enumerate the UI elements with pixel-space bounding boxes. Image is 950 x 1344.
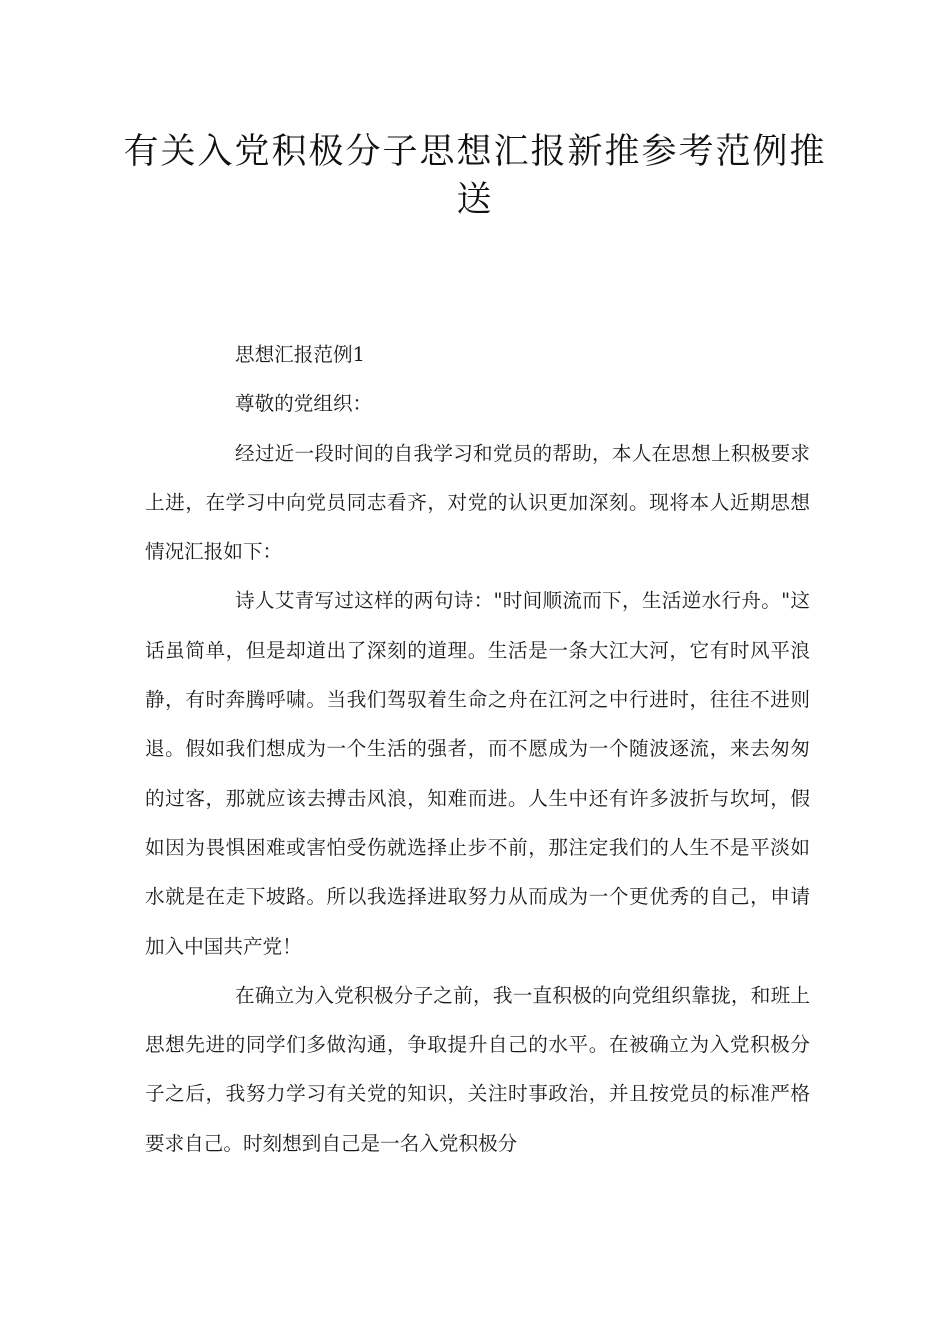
document-body <box>145 330 810 1168</box>
example-heading: 思想汇报范例1 <box>235 343 366 366</box>
salutation: 尊敬的党组织： <box>235 392 373 416</box>
body-paragraph: 在确立为入党积极分子之前，我一直积极的向党组织靠拢，和班上思想先进的同学们多做沟通，争取提升自己的水平。在被确立为入党积极分子之后，我努力学习有关党的知识，关注时事政治，并且按党员的标准严格要求自己。时刻想到自己是一名入党积极分 <box>145 983 810 1155</box>
body-paragraph: 经过近一段时间的自我学习和党员的帮助，本人在思想上积极要求上进，在学习中向党员同志看齐，对党的认识更加深刻。现将本人近期思想情况汇报如下： <box>145 441 810 564</box>
document-title: 有关入党积极分子思想汇报新推参考范例推送 <box>123 132 827 220</box>
body-paragraph: 诗人艾青写过这样的两句诗："时间顺流而下，生活逆水行舟。"这话虽简单，但是却道出了深刻的道理。生活是一条大江大河，它有时风平浪静，有时奔腾呼啸。当我们驾驭着生命之舟在江河之中行进时，往往不进则退。假如我们想成为一个生活的强者，而不愿成为一个随波逐流，来去匆匆的过客，那就应该去搏击风浪，知难而进。人生中还有许多波折与坎坷，假如因为畏惧困难或害怕受伤就选择止步不前，那注定我们的人生不是平淡如水就是在走下坡路。所以我选择进取努力从而成为一个更优秀的自己，申请加入中国共产党！ <box>145 589 810 958</box>
